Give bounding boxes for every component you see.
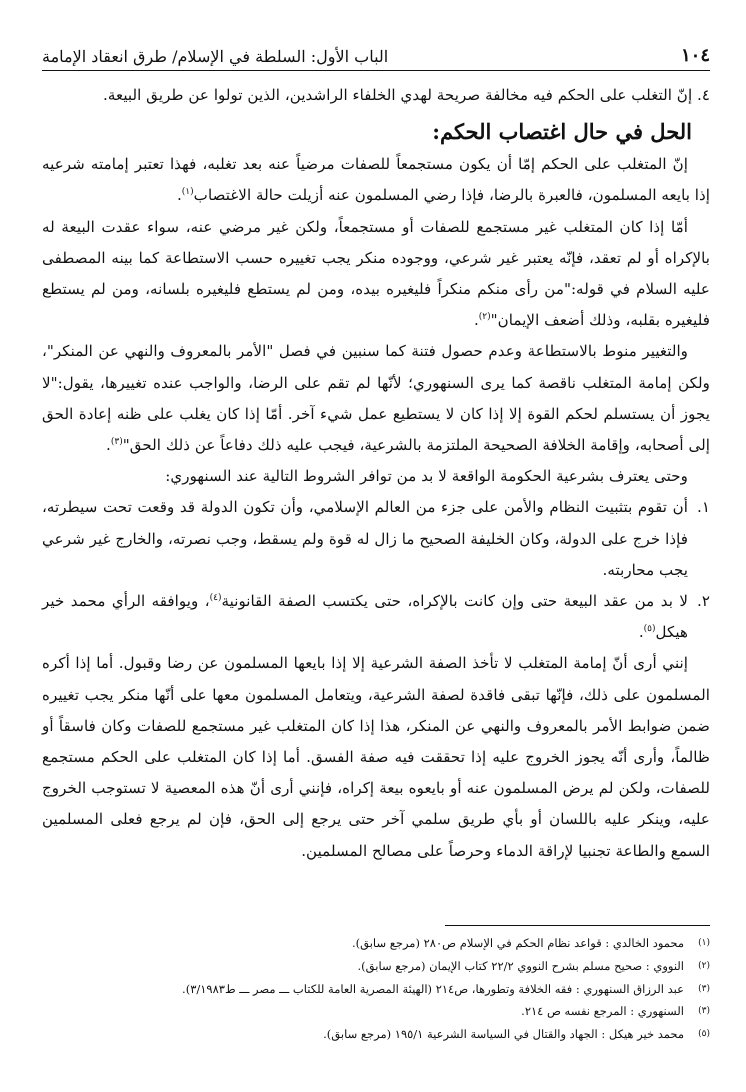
footnote-text: محمود الخالدي : قواعد نظام الحكم في الإسلام ص٢٨٠ (مرجع سابق). xyxy=(352,936,684,950)
section-title: الحل في حال اغتصاب الحكم: xyxy=(432,119,692,145)
footnote-ref-3[interactable]: (٣) xyxy=(110,436,123,447)
footnote-mark: (٢) xyxy=(698,960,710,971)
condition-number: ٢. xyxy=(697,592,710,611)
footnote-ref-2[interactable]: (٢) xyxy=(478,312,491,323)
footnote-ref-1[interactable]: (١) xyxy=(181,187,194,198)
footnote-mark: (٥) xyxy=(698,1029,710,1040)
page-header xyxy=(42,40,710,71)
footnote-item xyxy=(42,955,710,978)
paragraph-4: وحتى يعترف بشرعية الحكومة الواقعة لا بد من توافر الشروط التالية عند السنهوري: xyxy=(165,467,688,486)
paragraph-1 xyxy=(42,149,710,211)
footnote-text: محمد خير هيكل : الجهاد والقتال في السياسة الشرعية ١٩٥/١ (مرجع سابق). xyxy=(323,1027,684,1042)
page-body xyxy=(42,80,710,867)
running-title: الباب الأول: السلطة في الإسلام/ طرق انعقاد الإمامة xyxy=(42,47,389,66)
paragraph-2-text: أمّا إذا كان المتغلب غير مستجمع للصفات أو مستجمعاً، ولكن غير مرضي عنه، سواء عقدت البيعة له بالإكراه أو لم تعقد، فإنّه يعتبر غير شرعي، ووجوده منكر يجب تغييره حسب الاستطاعة كما بينه المصطفى عليه السلام في قوله:"من رأى منكم منكراً فليغيره بيده، ومن لم يستطع فليغيره بلسانه، ومن لم يستطع فليغيره بقلبه، وذلك أضعف الإيمان" xyxy=(42,217,710,330)
footnote-text: السنهوري : المرجع نفسه ص ٢١٤. xyxy=(521,1004,684,1019)
condition-text: أن تقوم بتثبيت النظام والأمن على جزء من العالم الإسلامي، وأن تكون الدولة قد وقعت تحت سيطرته، فإذا خرج على الدولة، وكان الخليفة الصحيح ما زال له قوة ولم يسقط، وجب نصرته، والخارج غير شرعي يجب محاربته. xyxy=(42,498,688,579)
paragraph-2 xyxy=(42,212,710,337)
footnotes xyxy=(42,932,710,1046)
footnote-item xyxy=(42,932,710,955)
page-number: ١٠٤ xyxy=(680,45,710,66)
condition-number: ١. xyxy=(697,498,710,517)
paragraph-3-text: والتغيير منوط بالاستطاعة وعدم حصول فتنة كما سنبين في فصل "الأمر بالمعروف والنهي عن المنكر"، ولكن إمامة المتغلب ناقصة كما يرى السنهوري؛ لأنّها لم تقم على الرضا، والواجب عنده تغييرها، يقول:"لا يجوز أن يستسلم لحكم القوة إلا إذا كان لا يستطيع عمل شيء آخر. أمّا إذا كان يغلب على ظنه إعادة الحق إلى أصحابه، وإقامة الخلافة الصحيحة الملتزمة بالشرعية، فيجب عليه ذلك دفاعاً عن ذلك الحق" xyxy=(42,342,710,455)
intro-item: ٤. إنّ التغلب على الحكم فيه مخالفة صريحة لهدي الخلفاء الراشدين، الذين تولوا عن طريق البيعة. xyxy=(103,86,710,104)
paragraph-1-text: إنّ المتغلب على الحكم إمّا أن يكون مستجمعاً للصفات مرضياً عنه بعد تغلبه، فهذا تعتبر إمامته شرعيه إذا بايعه المسلمون، فالعبرة بالرضا، فإذا رضي المسلمون عنه أزيلت حالة الاغتصاب xyxy=(42,155,710,205)
footnote-mark: (٣) xyxy=(698,1006,710,1017)
paragraph-1-end: . xyxy=(176,186,182,205)
footnote-text: النووي : صحيح مسلم بشرح النووي ٢٢/٢ كتاب الإيمان (مرجع سابق). xyxy=(357,958,684,973)
condition-item-1 xyxy=(42,492,710,586)
footnote-ref-5[interactable]: (٥) xyxy=(643,624,656,635)
paragraph-3 xyxy=(42,336,710,461)
footnote-item xyxy=(42,978,710,1001)
condition-text-end: . xyxy=(638,623,644,642)
footnote-item xyxy=(42,1023,710,1046)
condition-text-main: لا بد من عقد البيعة حتى وإن كانت بالإكراه، حتى يكتسب الصفة القانونية xyxy=(221,592,688,611)
footnote-divider xyxy=(445,925,710,926)
condition-text-tail: ، ويوافقه الرأي محمد خير هيكل xyxy=(42,592,688,642)
condition-item-2 xyxy=(42,586,710,648)
footnote-item xyxy=(42,1000,710,1023)
condition-text xyxy=(42,586,688,648)
footnote-mark: (٣) xyxy=(698,983,710,994)
paragraph-5: إنني أرى أنّ إمامة المتغلب لا تأخذ الصفة الشرعية إلا إذا بايعها المسلمون عن رضا وقبول. أما إذا أكره المسلمون على ذلك، فإنّها تبقى فاقدة لصفة الشرعية، ويتعامل المسلمون معها على أنّها منكر يجب تغييره ضمن ضوابط الأمر بالمعروف والنهي عن المنكر، هذا إذا كان المتغلب غير مستجمع للصفات وكان فاسقاً أو ظالماً، وأرى أنّه يجوز الخروج عليه إذا تحققت فيه صفة الفسق. أما إذا كان المتغلب على الحكم مستجمع للصفات، ولكن لم يرض المسلمون عنه أو بايعوه بيعة إكراه، فإنني أرى أنّ هذه المعصية لا تستوجب الخروج عليه، وينكر عليه باللسان أو بأي طريق سلمي آخر حتى يرجع إلى الحق، فإن لم يرجع فعلى المسلمين السمع والطاعة تجنبيا لإراقة الدماء وحرصاً على مصالح المسلمين. xyxy=(42,654,710,860)
paragraph-2-end: . xyxy=(473,311,479,330)
footnote-mark: (١) xyxy=(698,938,710,948)
footnote-text: عبد الرزاق السنهوري : فقه الخلافة وتطورها، ص٢١٤ (الهيئة المصرية العامة للكتاب ـــ مصر ـــ ط٣/١٩٨٣). xyxy=(182,981,684,996)
paragraph-3-end: . xyxy=(106,436,111,455)
footnote-ref-4[interactable]: (٤) xyxy=(209,592,222,603)
